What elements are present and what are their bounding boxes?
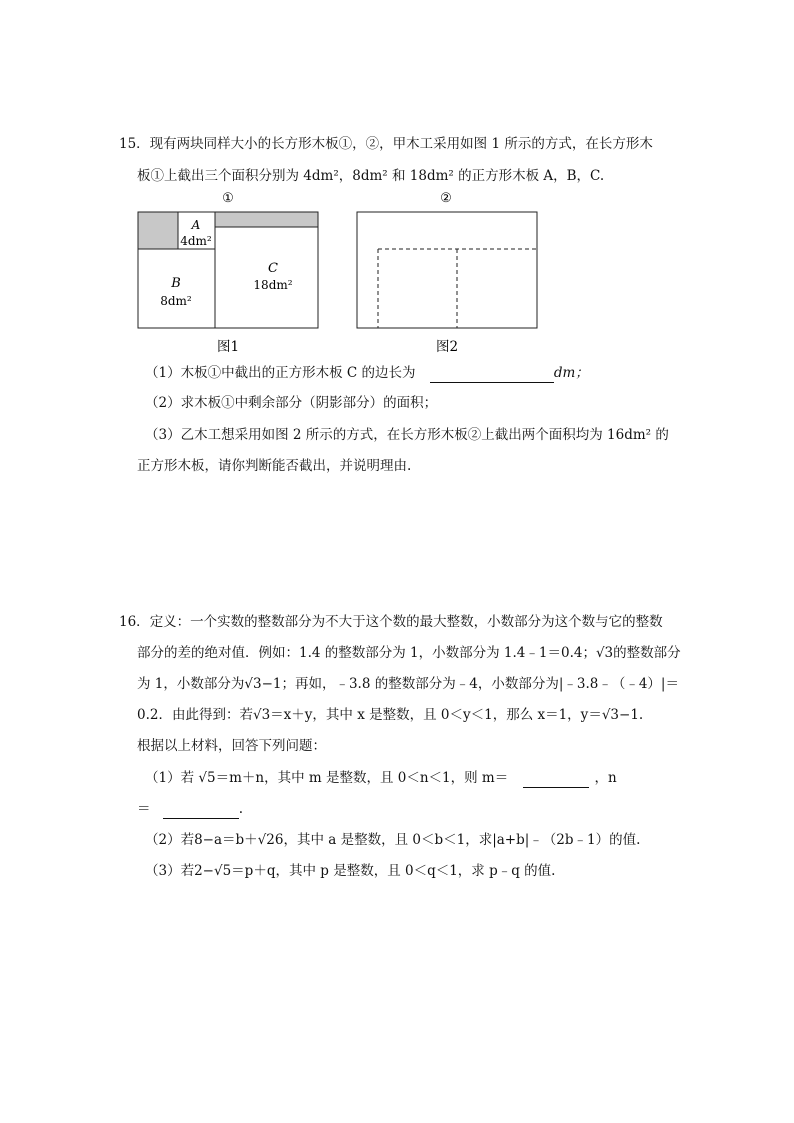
square-C-area: 18dm² [253,278,293,292]
q15-sub1 [145,363,589,383]
q16-line-2 [137,643,681,663]
figure-1-caption: 图1 [216,339,240,355]
q16-sub1 [145,768,617,788]
square-A-letter: A [191,218,201,232]
q15-line-2-text: 板①上截出三个面积分别为 4dm²，8dm² 和 18dm² 的正方形木板 A，B，C. [137,168,605,184]
q15-line-2 [137,166,604,186]
q16-sub1-eq: ＝ [137,801,151,817]
q16-sub2 [145,830,640,850]
q16-sub2-text: （2）若8−a＝b＋√26，其中 a 是整数，且 0＜b＜1，求|a+b|﹣（2b﹣1）的值. [145,832,641,848]
q16-line-5 [137,736,326,756]
q15-sub1-unit: dm； [553,365,589,381]
q15-sub3-text-1: （3）乙木工想采用如图 2 所示的方式，在长方形木板②上截出两个面积均为 16dm² 的 [145,427,669,443]
q15-sub3-line1 [145,425,669,445]
figure-2-label: ② [440,191,452,206]
q16-sub3 [145,861,555,881]
q16-sub1-n-label: ，n [594,770,617,786]
q16-line-1-text: 定义：一个实数的整数部分为不大于这个数的最大整数，小数部分为这个数与它的整数 [149,614,663,630]
board-2-outline [357,212,537,328]
q16-sub1-end: . [238,801,244,817]
shaded-region-top [216,213,318,228]
square-B-area: 8dm² [160,294,192,308]
square-B-letter: B [171,276,181,291]
q15-sub3-line2 [137,456,411,476]
q15-sub1-blank[interactable] [430,368,554,383]
q15-sub1-text: （1）木板①中截出的正方形木板 C 的边长为 [145,365,416,381]
shaded-region-left [139,213,179,250]
q15-line-1-text: 15．现有两块同样大小的长方形木板①，②，甲木工采用如图 1 所示的方式，在长方形木 [119,136,653,152]
q16-sub1-cont [137,799,243,819]
q16-sub1-blank-m[interactable] [523,773,589,788]
q15-sub2-text: （2）求木板①中剩余部分（阴影部分）的面积； [145,395,438,411]
q16-number: 16． [119,614,150,630]
q16-sub1-text: （1）若 √5＝m＋n，其中 m 是整数，且 0＜n＜1，则 m＝ [145,770,509,786]
q16-line-4 [137,705,643,725]
figure-2 [354,188,540,356]
q16-line-1 [119,612,663,632]
q16-sub1-blank-n[interactable] [163,804,239,819]
q16-line-3-text: 为 1，小数部分为√3−1；再如，﹣3.8 的整数部分为﹣4，小数部分为|﹣3.8﹣（﹣4）|＝ [137,676,679,692]
q15-line-1 [119,134,653,154]
q16-sub3-text: （3）若2−√5＝p＋q，其中 p 是整数，且 0＜q＜1，求 p﹣q 的值. [145,863,556,879]
square-A-area: 4dm² [180,234,212,248]
q16-line-5-text: 根据以上材料，回答下列问题： [137,738,326,754]
figure-2-caption: 图2 [435,339,459,355]
square-C-letter: C [268,261,278,276]
q16-line-3 [137,674,679,694]
figure-1 [137,188,322,356]
q16-line-4-text: 0.2．由此得到：若√3＝x＋y，其中 x 是整数，且 0＜y＜1，那么 x＝1，y＝√3−1. [137,707,644,723]
q15-sub2 [145,393,437,413]
q15-sub3-text-2: 正方形木板，请你判断能否截出，并说明理由. [137,458,412,474]
q16-line-2-text: 部分的差的绝对值．例如：1.4 的整数部分为 1，小数部分为 1.4﹣1＝0.4；√3的整数部分 [137,645,681,661]
figure-1-label: ① [222,191,234,206]
